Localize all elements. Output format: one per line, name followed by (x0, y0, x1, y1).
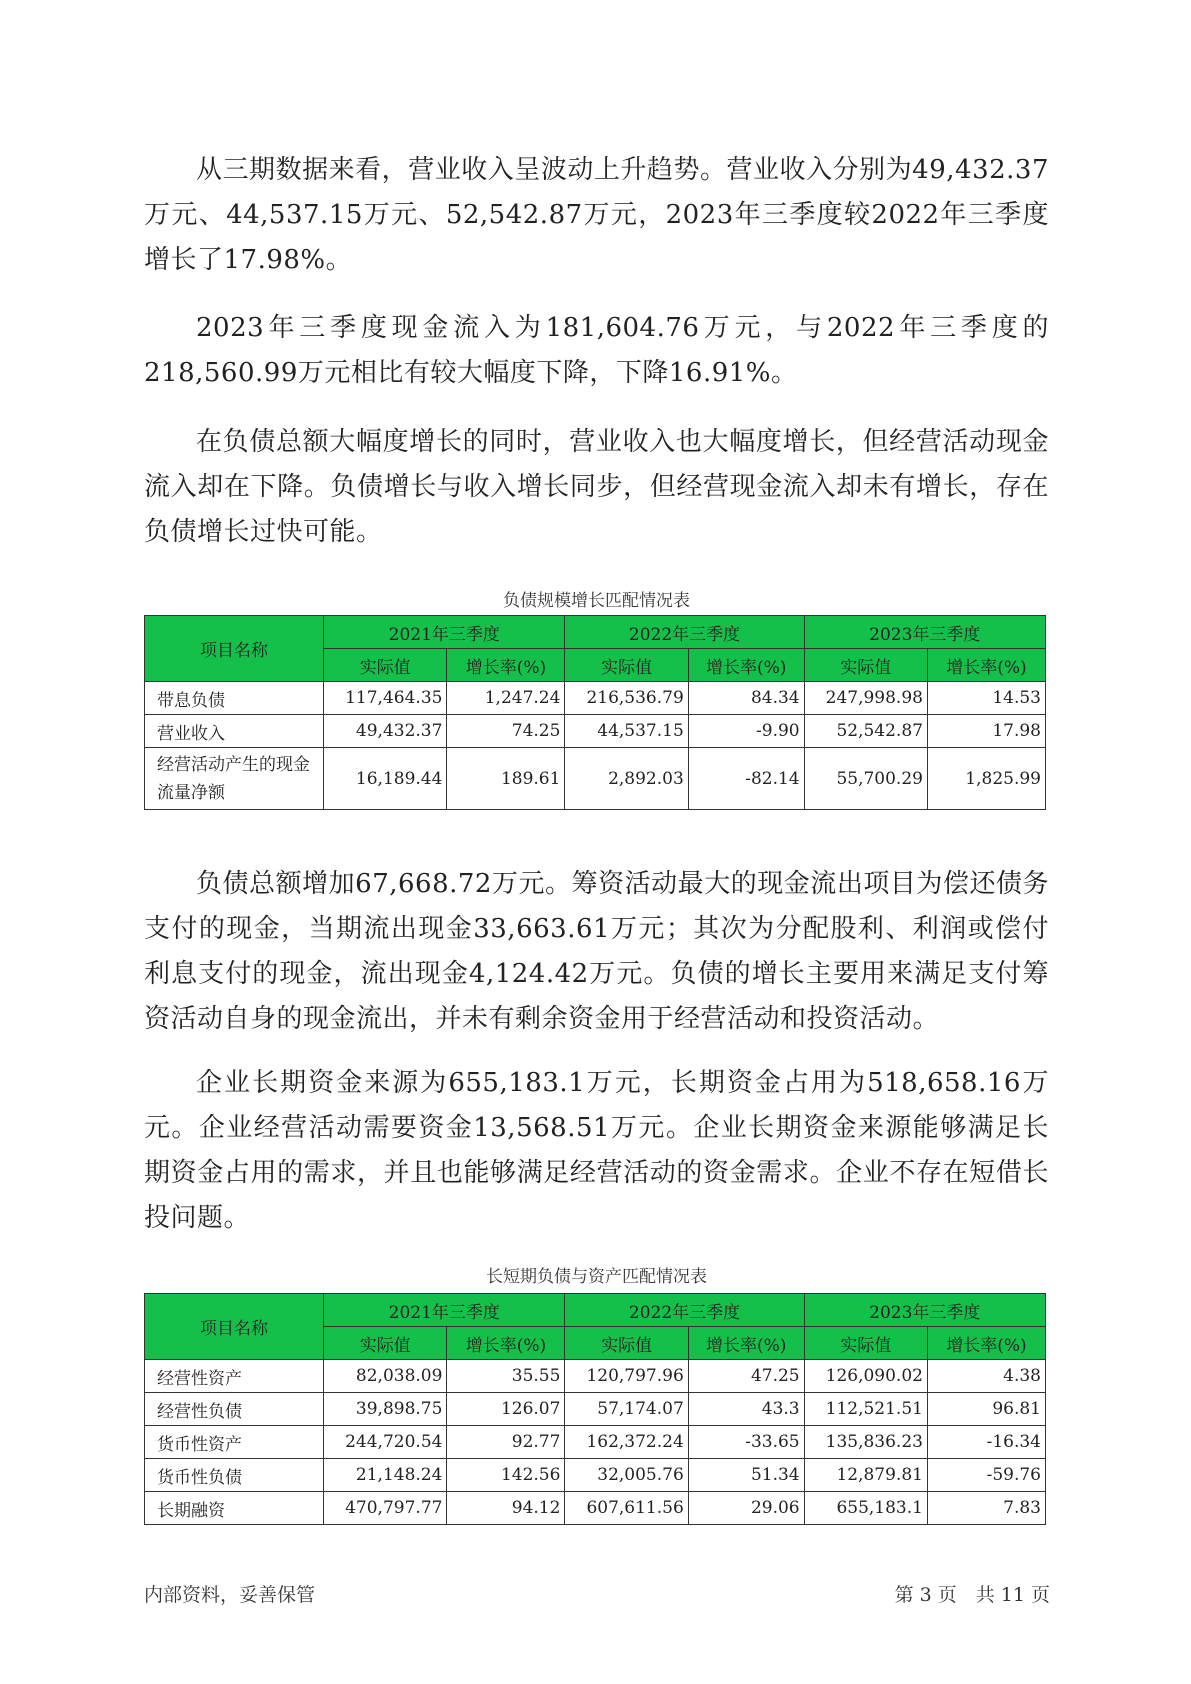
row-label: 经营性资产 (145, 1360, 324, 1393)
period-header: 2022年三季度 (565, 1294, 804, 1327)
table-cell: 82,038.09 (324, 1360, 447, 1393)
growth-rate-header: 增长率(%) (688, 1327, 804, 1360)
period-header: 2021年三季度 (324, 1294, 565, 1327)
table-cell: 7.83 (927, 1492, 1045, 1525)
table-row (145, 1360, 1046, 1393)
asset-liability-match-table (144, 1293, 1046, 1525)
table-cell: 47.25 (688, 1360, 804, 1393)
table-cell: 216,536.79 (565, 682, 688, 715)
table-cell: 470,797.77 (324, 1492, 447, 1525)
table-cell: 43.3 (688, 1393, 804, 1426)
table-cell: 96.81 (927, 1393, 1045, 1426)
actual-value-header: 实际值 (565, 1327, 688, 1360)
table-cell: 51.34 (688, 1459, 804, 1492)
period-header: 2023年三季度 (804, 616, 1045, 649)
table-cell: 142.56 (447, 1459, 565, 1492)
growth-rate-header: 增长率(%) (927, 649, 1045, 682)
table-cell: 117,464.35 (324, 682, 447, 715)
table-cell: -82.14 (688, 748, 804, 810)
table-cell: 55,700.29 (804, 748, 927, 810)
table-cell: 112,521.51 (804, 1393, 927, 1426)
table-cell: -33.65 (688, 1426, 804, 1459)
table-cell: 92.77 (447, 1426, 565, 1459)
paragraph-cash-inflow: 2023年三季度现金流入为181,604.76万元，与2022年三季度的218,560.99万元相比有较大幅度下降，下降16.91%。 (144, 313, 1049, 388)
growth-rate-header: 增长率(%) (447, 649, 565, 682)
period-header: 2021年三季度 (324, 616, 565, 649)
table-cell: 39,898.75 (324, 1393, 447, 1426)
row-label: 长期融资 (145, 1492, 324, 1525)
table-cell: 49,432.37 (324, 715, 447, 748)
row-label: 货币性负债 (145, 1459, 324, 1492)
paragraph-revenue-trend: 从三期数据来看，营业收入呈波动上升趋势。营业收入分别为49,432.37万元、44,537.15万元、52,542.87万元，2023年三季度较2022年三季度增长了17.98%。 (144, 155, 1049, 275)
table-cell: 247,998.98 (804, 682, 927, 715)
table-cell: 94.12 (447, 1492, 565, 1525)
table-cell: 57,174.07 (565, 1393, 688, 1426)
actual-value-header: 实际值 (324, 649, 447, 682)
table-cell: 244,720.54 (324, 1426, 447, 1459)
table-row (145, 1426, 1046, 1459)
row-label: 货币性资产 (145, 1426, 324, 1459)
table-cell: 126,090.02 (804, 1360, 927, 1393)
table-cell: 16,189.44 (324, 748, 447, 810)
table-cell: 32,005.76 (565, 1459, 688, 1492)
table-cell: 655,183.1 (804, 1492, 927, 1525)
period-header: 2023年三季度 (804, 1294, 1045, 1327)
table-cell: 135,836.23 (804, 1426, 927, 1459)
table-cell: 607,611.56 (565, 1492, 688, 1525)
table1-caption: 负债规模增长匹配情况表 (503, 591, 690, 611)
actual-value-header: 实际值 (565, 649, 688, 682)
row-label: 营业收入 (145, 715, 324, 748)
table-cell: 44,537.15 (565, 715, 688, 748)
table-cell: 2,892.03 (565, 748, 688, 810)
row-label: 带息负债 (145, 682, 324, 715)
table-cell: -59.76 (927, 1459, 1045, 1492)
table-row (145, 1459, 1046, 1492)
table-row (145, 715, 1046, 748)
table-cell: 14.53 (927, 682, 1045, 715)
actual-value-header: 实际值 (324, 1327, 447, 1360)
row-label: 经营性负债 (145, 1393, 324, 1426)
table-cell: 29.06 (688, 1492, 804, 1525)
footer-page-number: 第 3 页 共 11 页 (894, 1584, 1050, 1606)
actual-value-header: 实际值 (804, 649, 927, 682)
actual-value-header: 实际值 (804, 1327, 927, 1360)
table-cell: 120,797.96 (565, 1360, 688, 1393)
item-name-header: 项目名称 (145, 1294, 324, 1360)
paragraph-financing-outflow: 负债总额增加67,668.72万元。筹资活动最大的现金流出项目为偿还债务支付的现金，当期流出现金33,663.61万元；其次为分配股利、利润或偿付利息支付的现金，流出现金4,124.42万元。负债的增长主要用来满足支付筹资活动自身的现金流出，并未有剩余资金用于经营活动和投资活动。 (144, 869, 1049, 1034)
period-header: 2022年三季度 (565, 616, 804, 649)
table-cell: 35.55 (447, 1360, 565, 1393)
table-row (145, 1393, 1046, 1426)
table-cell: 189.61 (447, 748, 565, 810)
table-cell: 4.38 (927, 1360, 1045, 1393)
table-row (145, 748, 1046, 810)
item-name-header: 项目名称 (145, 616, 324, 682)
table-cell: 84.34 (688, 682, 804, 715)
footer-confidential-note: 内部资料，妥善保管 (144, 1584, 316, 1606)
table-cell: 162,372.24 (565, 1426, 688, 1459)
table-cell: 12,879.81 (804, 1459, 927, 1492)
table-row (145, 1492, 1046, 1525)
table2-caption: 长短期负债与资产匹配情况表 (486, 1267, 707, 1287)
debt-growth-match-table (144, 615, 1046, 810)
table-cell: -16.34 (927, 1426, 1045, 1459)
growth-rate-header: 增长率(%) (927, 1327, 1045, 1360)
growth-rate-header: 增长率(%) (688, 649, 804, 682)
table-cell: 126.07 (447, 1393, 565, 1426)
growth-rate-header: 增长率(%) (447, 1327, 565, 1360)
table-cell: 21,148.24 (324, 1459, 447, 1492)
row-label (145, 748, 324, 810)
row-label-text: 经营活动产生的现金流量净额 (157, 754, 310, 803)
table-cell: 1,825.99 (927, 748, 1045, 810)
paragraph-long-term-funding: 企业长期资金来源为655,183.1万元，长期资金占用为518,658.16万元。企业经营活动需要资金13,568.51万元。企业长期资金来源能够满足长期资金占用的需求，并且也能够满足经营活动的资金需求。企业不存在短借长投问题。 (144, 1068, 1049, 1233)
table-row (145, 682, 1046, 715)
table-cell: 74.25 (447, 715, 565, 748)
table-cell: 17.98 (927, 715, 1045, 748)
table-cell: 1,247.24 (447, 682, 565, 715)
table-cell: -9.90 (688, 715, 804, 748)
paragraph-debt-growth: 在负债总额大幅度增长的同时，营业收入也大幅度增长，但经营活动现金流入却在下降。负债增长与收入增长同步，但经营现金流入却未有增长，存在负债增长过快可能。 (144, 427, 1049, 547)
table-cell: 52,542.87 (804, 715, 927, 748)
